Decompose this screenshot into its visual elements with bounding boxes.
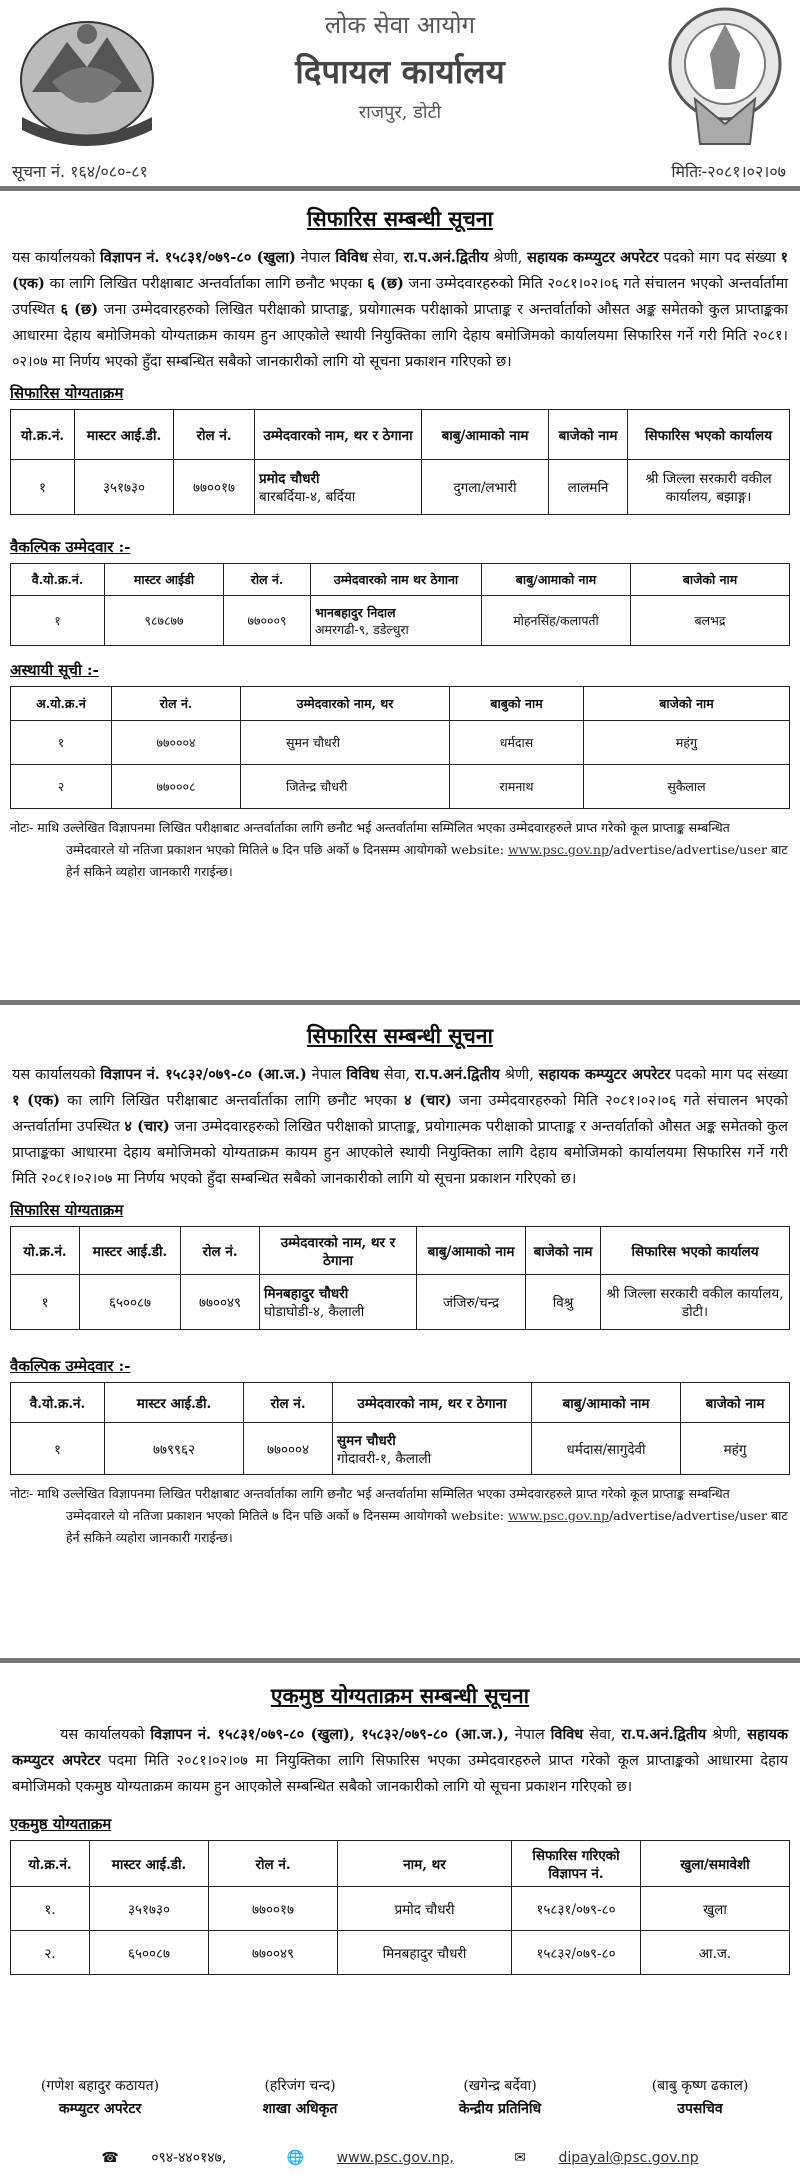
- section-subheading: वैकल्पिक उम्मेदवार :-: [10, 1357, 131, 1375]
- notice-date: मितिः-२०८१।०२।०७: [671, 162, 786, 181]
- table-row: २. ६५००८७ ७७००४९ मिनबहादुर चौधरी १५८३२/०७९-८० आ.ज.: [11, 1931, 790, 1975]
- signatory-name: (बाबु कृष्ण ढकाल): [651, 2078, 749, 2094]
- signatory-name: (गणेश बहादुर कठायत): [40, 2078, 160, 2094]
- table-row: १ ७७०००४ सुमन चौधरी धर्मदास महंगु: [11, 721, 790, 765]
- table-row: १ ७७९९६२ ७७०००४ सुमन चौधरी गोदावरी-१, कैलाली धर्मदास/सागुदेवी महंगु: [11, 1423, 790, 1475]
- section-subheading: एकमुष्ठ योग्यताक्रम: [10, 1815, 112, 1833]
- table-row: १. ३५१७३० ७७००१७ प्रमोद चौधरी १५८३१/०७९-८० खुला: [11, 1887, 790, 1931]
- divider: [0, 186, 800, 191]
- globe-icon: 🌐: [286, 2150, 305, 2166]
- section-subheading: सिफारिस योग्यताक्रम: [10, 1201, 124, 1219]
- section-title: एकमुष्ठ योग्यताक्रम सम्बन्धी सूचना: [270, 1683, 530, 1708]
- divider: [0, 1000, 800, 1005]
- email-link[interactable]: dipayal@psc.gov.np: [558, 2150, 699, 2166]
- signature-block: [600, 2076, 800, 2118]
- signatory-position: कम्प्युटर अपरेटर: [58, 2101, 142, 2117]
- section-subheading: सिफारिस योग्यताक्रम: [10, 384, 124, 402]
- signature-block: [400, 2076, 600, 2118]
- table-row: १ ९८७८७७ ७७०००९ भानबहादुर निदाल अमरगढी-९, डडेल्धुरा मोहनसिंह/कलापती बलभद्र: [11, 596, 790, 646]
- signatory-position: शाखा अधिकृत: [262, 2101, 338, 2117]
- signatory-name: (हरिजंग चन्द): [264, 2078, 336, 2094]
- psc-website-link[interactable]: www.psc.gov.np: [507, 1508, 610, 1523]
- contact-footer: [0, 2148, 800, 2167]
- section-subheading: वैकल्पिक उम्मेदवार :-: [10, 538, 131, 556]
- letterhead: [0, 0, 800, 190]
- signatory-position: उपसचिव: [677, 2101, 723, 2117]
- website-link[interactable]: www.psc.gov.np,: [336, 2150, 454, 2166]
- divider: [0, 1658, 800, 1663]
- section-title: सिफारिस सम्बन्धी सूचना: [307, 1023, 493, 1048]
- alternate-candidate-table: वै.यो.क्र.नं. मास्टर आईडी रोल नं. उम्मेदवारको नाम थर ठेगाना बाबु/आमाको नाम बाजेको नाम १ ९८७८७७ ७७०००९ भानबहादुर निदाल अमरगढी-९, डडेल्धुरा मोहनसिंह/कलापती बलभद्र: [10, 563, 790, 646]
- signature-block: [0, 2076, 200, 2118]
- recommendation-notice-1: [0, 205, 800, 883]
- phone-number: ०९४-४४०१४७,: [151, 2150, 227, 2166]
- notice-number: सूचना नं. १६४/०८०-८१: [12, 162, 148, 181]
- signatory-position: केन्द्रीय प्रतिनिधि: [458, 2101, 542, 2117]
- signatory-name: (खगेन्द्र बर्देवा): [463, 2078, 537, 2094]
- recommendation-table: यो.क्र.नं. मास्टर आई.डी. रोल नं. उम्मेदवारको नाम, थर र ठेगाना बाबु/आमाको नाम बाजेको नाम सिफारिस भएको कार्यालय १ ३५१७३० ७७००१७ प्रमोद चौधरी बारबर्दिया-४, बर्दिया दुगला/लभारी लालमनि श्री जिल्ला सरकारी वकील कार्यालय, बझाङ्ग।: [10, 409, 790, 515]
- notice-paragraph: यस कार्यालयको विज्ञापन नं. १५८३१/०७९-८० (खुला) नेपाल विविध सेवा, रा.प.अनं.द्वितीय श्रेणी, सहायक कम्प्युटर अपरेटर पदको माग पद संख्या १ (एक) का लागि लिखित परीक्षाबाट अन्तर्वार्ताका लागि छनौट भएका ६ (छ) जना उम्मेदवारहरुको मिति २०८१।०२।०६ गते संचालन भएको अन्तर्वार्तामा उपस्थित ६ (छ) जना उम्मेदवारहरुको लिखित परीक्षाको प्राप्ताङ्क, प्रयोगात्मक परीक्षाको प्राप्ताङ्क र अन्तर्वार्ताको औसत अङ्क समेतको कुल प्राप्ताङ्कका आधारमा देहाय बमोजिमको योग्यताक्रम कायम हुन आएकोले स्थायी नियुक्तिका लागि देहाय बमोजिमको कार्यालयमा सिफारिस गर्ने गरी मिति २०८१।०२।०७ मा निर्णय भएको हुँदा सम्बन्धित सबैको जानकारीको लागि यो सूचना प्रकाशन गरिएको छ।: [12, 249, 788, 370]
- phone-icon: ☎: [101, 2150, 119, 2166]
- signature-block: [200, 2076, 400, 2118]
- recommendation-notice-2: [0, 1022, 800, 1549]
- table-row: १ ३५१७३० ७७००१७ प्रमोद चौधरी बारबर्दिया-४, बर्दिया दुगला/लभारी लालमनि श्री जिल्ला सरकारी वकील कार्यालय, बझाङ्ग।: [11, 460, 790, 515]
- office-address: राजपुर, डोटी: [358, 102, 442, 123]
- section-subheading: अस्थायी सूची :-: [10, 661, 99, 679]
- note: नोटः- माथि उल्लेखित विज्ञापनमा लिखित परीक्षाबाट अन्तर्वार्ताका लागि छनौट भई अन्तर्वार्तामा सम्मिलित भएका उम्मेदवारहरुले प्राप्त गरेको कूल प्राप्ताङ्क सम्बन्धित उम्मेदवारले यो नतिजा प्रकाशन भएको मितिले ७ दिन पछि अर्को ७ दिनसम्म आयोगको website: www.psc.gov.np/advertise/advertise/user बाट हेर्न सकिने व्यहोरा जानकारी गराईन्छ।: [10, 820, 788, 879]
- table-row: १ ६५००८७ ७७००४९ मिनबहादुर चौधरी घोडाघोडी-४, कैलाली जंजिरु/चन्द्र विश्रु श्री जिल्ला सरकारी वकील कार्यालय, डोटी।: [11, 1275, 790, 1330]
- temporary-list-table: अ.यो.क्र.नं रोल नं. उम्मेदवारको नाम, थर बाबुको नाम बाजेको नाम १ ७७०००४ सुमन चौधरी धर्मदास महंगु २ ७७०००८ जितेन्द्र चौधरी रामनाथ सुकैलाल: [10, 686, 790, 809]
- office-name: दिपायल कार्यालय: [295, 52, 505, 91]
- alternate-candidate-table: वै.यो.क्र.नं. मास्टर आई.डी. रोल नं. उम्मेदवारको नाम, थर र ठेगाना बाबु/आमाको नाम बाजेको नाम १ ७७९९६२ ७७०००४ सुमन चौधरी गोदावरी-१, कैलाली धर्मदास/सागुदेवी महंगु: [10, 1382, 790, 1475]
- psc-website-link[interactable]: www.psc.gov.np: [507, 842, 610, 857]
- section-title: सिफारिस सम्बन्धी सूचना: [307, 206, 493, 231]
- combined-merit-notice: [0, 1682, 800, 1975]
- notice-paragraph: यस कार्यालयको विज्ञापन नं. १५८३१/०७९-८० (खुला), १५८३२/०७९-८० (आ.ज.), नेपाल विविध सेवा, रा.प.अनं.द्वितीय श्रेणी, सहायक कम्प्युटर अपरेटर पदमा मिति २०८१।०२।०७ मा नियुक्तिका लागि सिफारिस भएका उम्मेदवारहरुले प्राप्त गरेको कूल प्राप्ताङ्कको आधारमा देहाय बमोजिमको एकमुष्ठ योग्यताक्रम कायम हुन आएकोले सम्बन्धित सबैको जानकारीको लागि यो सूचना प्रकाशन गरिएको छ।: [12, 1726, 789, 1795]
- recommendation-table: यो.क्र.नं. मास्टर आई.डी. रोल नं. उम्मेदवारको नाम, थर र ठेगाना बाबु/आमाको नाम बाजेको नाम सिफारिस भएको कार्यालय १ ६५००८७ ७७००४९ मिनबहादुर चौधरी घोडाघोडी-४, कैलाली जंजिरु/चन्द्र विश्रु श्री जिल्ला सरकारी वकील कार्यालय, डोटी।: [10, 1226, 790, 1330]
- org-name: लोक सेवा आयोग: [324, 11, 476, 39]
- notice-paragraph: यस कार्यालयको विज्ञापन नं. १५८३२/०७९-८० (आ.ज.) नेपाल विविध सेवा, रा.प.अनं.द्वितीय श्रेणी, सहायक कम्प्युटर अपरेटर पदको माग पद संख्या १ (एक) का लागि लिखित परीक्षाबाट अन्तर्वार्ताका लागि छनौट भएका ४ (चार) जना उम्मेदवारहरुको मिति २०८१।०२।०६ गते संचालन भएको अन्तर्वार्तामा उपस्थित ४ (चार) जना उम्मेदवारहरुको लिखित परीक्षाको प्राप्ताङ्क, प्रयोगात्मक परीक्षाको प्राप्ताङ्क र अन्तर्वार्ताको औसत अङ्क समेतको कुल प्राप्ताङ्कका आधारमा देहाय बमोजिमको योग्यताक्रम कायम हुन आएकोले स्थायी नियुक्तिका लागि देहाय बमोजिमको कार्यालयमा सिफारिस गर्ने गरी मिति २०८१।०२।०७ मा निर्णय भएको हुँदा सम्बन्धित सबैको जानकारीको लागि यो सूचना प्रकाशन गरिएको छ।: [12, 1066, 789, 1187]
- note: नोटः- माथि उल्लेखित विज्ञापनमा लिखित परीक्षाबाट अन्तर्वार्ताका लागि छनौट भई अन्तर्वार्तामा सम्मिलित भएका उम्मेदवारहरुले प्राप्त गरेको कूल प्राप्ताङ्क सम्बन्धित उम्मेदवारले यो नतिजा प्रकाशन भएको मितिले ७ दिन पछि अर्को ७ दिनसम्म आयोगको website: www.psc.gov.np/advertise/advertise/user बाट हेर्न सकिने व्यहोरा जानकारी गराईन्छ।: [10, 1486, 788, 1545]
- email-icon: ✉: [514, 2150, 526, 2166]
- combined-merit-table: यो.क्र.नं. मास्टर आई.डी. रोल नं. नाम, थर सिफारिस गरिएको विज्ञापन नं. खुला/समावेशी १. ३५१७३० ७७००१७ प्रमोद चौधरी १५८३१/०७९-८० खुला २. ६५००८७ ७७००४९ मिनबहादुर चौधरी १५८३२/०७९-८० आ.ज.: [10, 1840, 790, 1975]
- table-row: २ ७७०००८ जितेन्द्र चौधरी रामनाथ सुकैलाल: [11, 765, 790, 809]
